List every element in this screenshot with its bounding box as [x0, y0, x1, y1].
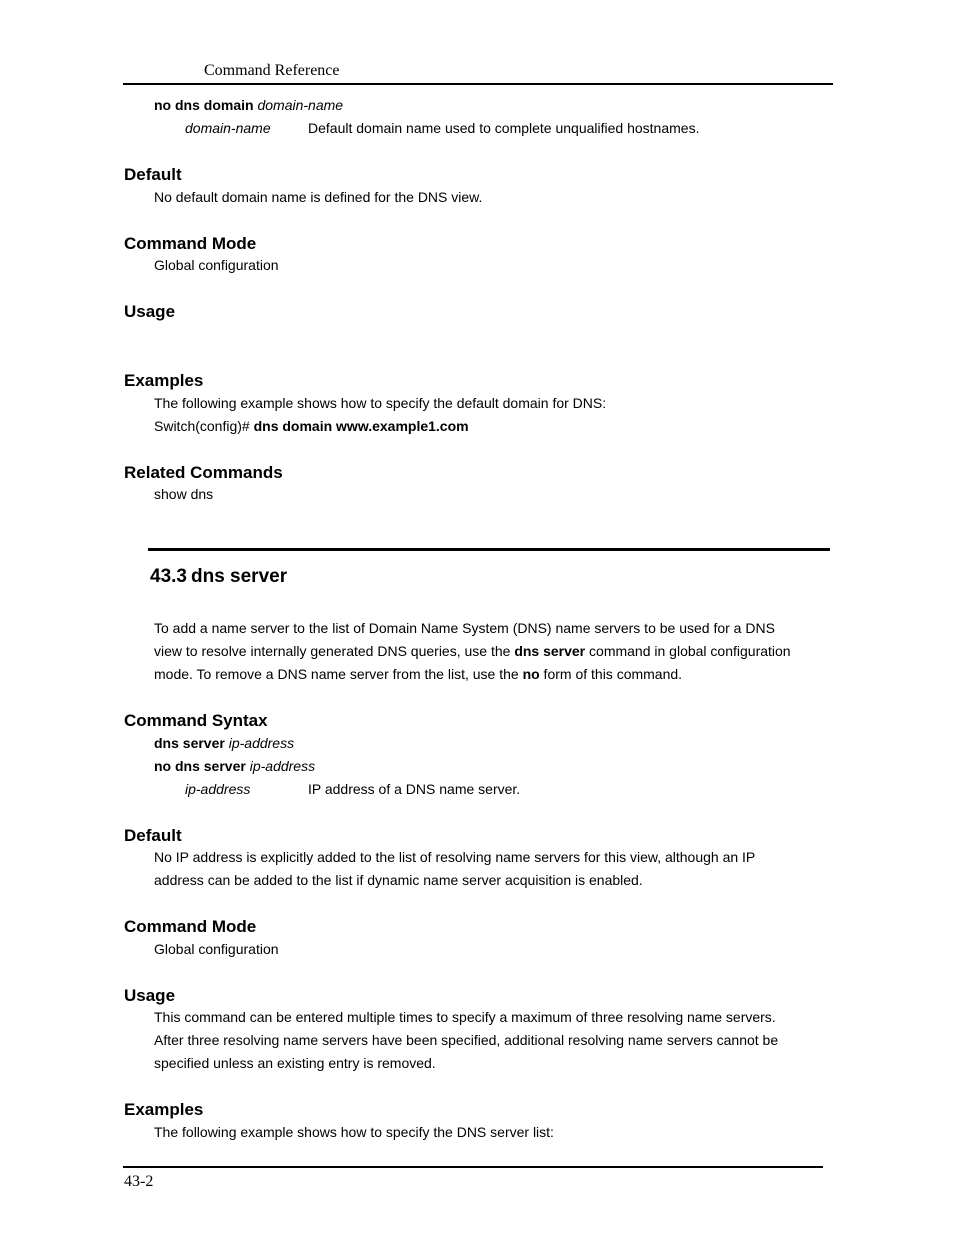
intro-line-1: To add a name server to the list of Domain Name System (DNS) name servers to be used for a DNS — [154, 620, 775, 636]
section-name: dns server — [190, 566, 288, 587]
example-command-line — [154, 418, 469, 434]
param-description: Default domain name used to complete unqualified hostnames. — [308, 120, 700, 136]
intro-text: command in global configuration — [585, 643, 791, 659]
usage-heading: Usage — [124, 302, 176, 321]
no-syntax-line — [154, 758, 315, 774]
examples-heading: Examples — [124, 371, 204, 390]
section-rule — [148, 548, 830, 551]
intro-text: form of this command. — [539, 666, 683, 682]
intro-bold-command: dns server — [514, 643, 586, 659]
syntax-line — [154, 735, 294, 751]
param-description: IP address of a DNS name server. — [308, 781, 521, 797]
usage-line-3: specified unless an existing entry is removed. — [154, 1055, 436, 1071]
footer-rule — [123, 1166, 823, 1168]
section-number: 43.3 — [150, 566, 187, 587]
syntax-command: dns server — [154, 735, 225, 751]
syntax-argument: ip-address — [224, 735, 295, 751]
section-title — [150, 566, 287, 588]
cli-command: dns domain www.example1.com — [249, 418, 469, 434]
intro-bold-no: no — [522, 666, 540, 682]
default-heading: Default — [124, 826, 182, 845]
command-mode-heading: Command Mode — [124, 234, 257, 253]
param-name: domain-name — [185, 120, 271, 136]
page-number: 43-2 — [124, 1173, 154, 1190]
default-heading: Default — [124, 165, 182, 184]
examples-heading: Examples — [124, 1100, 204, 1119]
default-line-1: No IP address is explicitly added to the list of resolving name servers for this view, although an IP — [154, 849, 756, 865]
header-rule — [123, 83, 833, 85]
examples-text: The following example shows how to specify the DNS server list: — [154, 1124, 554, 1140]
running-header: Command Reference — [204, 62, 340, 79]
no-syntax-line — [154, 97, 343, 113]
param-name: ip-address — [185, 781, 251, 797]
usage-line-2: After three resolving name servers have been specified, additional resolving name servers cannot be — [154, 1032, 779, 1048]
related-commands-text: show dns — [154, 486, 214, 502]
syntax-command: no dns server — [154, 758, 246, 774]
syntax-argument: ip-address — [245, 758, 316, 774]
cli-prompt: Switch(config)# — [154, 418, 250, 434]
command-mode-text: Global configuration — [154, 257, 279, 273]
syntax-argument: domain-name — [257, 97, 344, 113]
default-text: No default domain name is defined for the DNS view. — [154, 189, 483, 205]
intro-line-3 — [154, 666, 682, 682]
related-commands-heading: Related Commands — [124, 463, 283, 482]
intro-text: mode. To remove a DNS name server from the list, use the — [154, 666, 523, 682]
intro-text: view to resolve internally generated DNS queries, use the — [154, 643, 515, 659]
default-line-2: address can be added to the list if dynamic name server acquisition is enabled. — [154, 872, 643, 888]
usage-line-1: This command can be entered multiple times to specify a maximum of three resolving name servers. — [154, 1009, 776, 1025]
command-mode-heading: Command Mode — [124, 917, 257, 936]
command-syntax-heading: Command Syntax — [124, 711, 268, 730]
syntax-command: no dns domain — [154, 97, 254, 113]
intro-line-2 — [154, 643, 791, 659]
examples-text: The following example shows how to specify the default domain for DNS: — [154, 395, 607, 411]
command-mode-text: Global configuration — [154, 941, 279, 957]
usage-heading: Usage — [124, 986, 176, 1005]
